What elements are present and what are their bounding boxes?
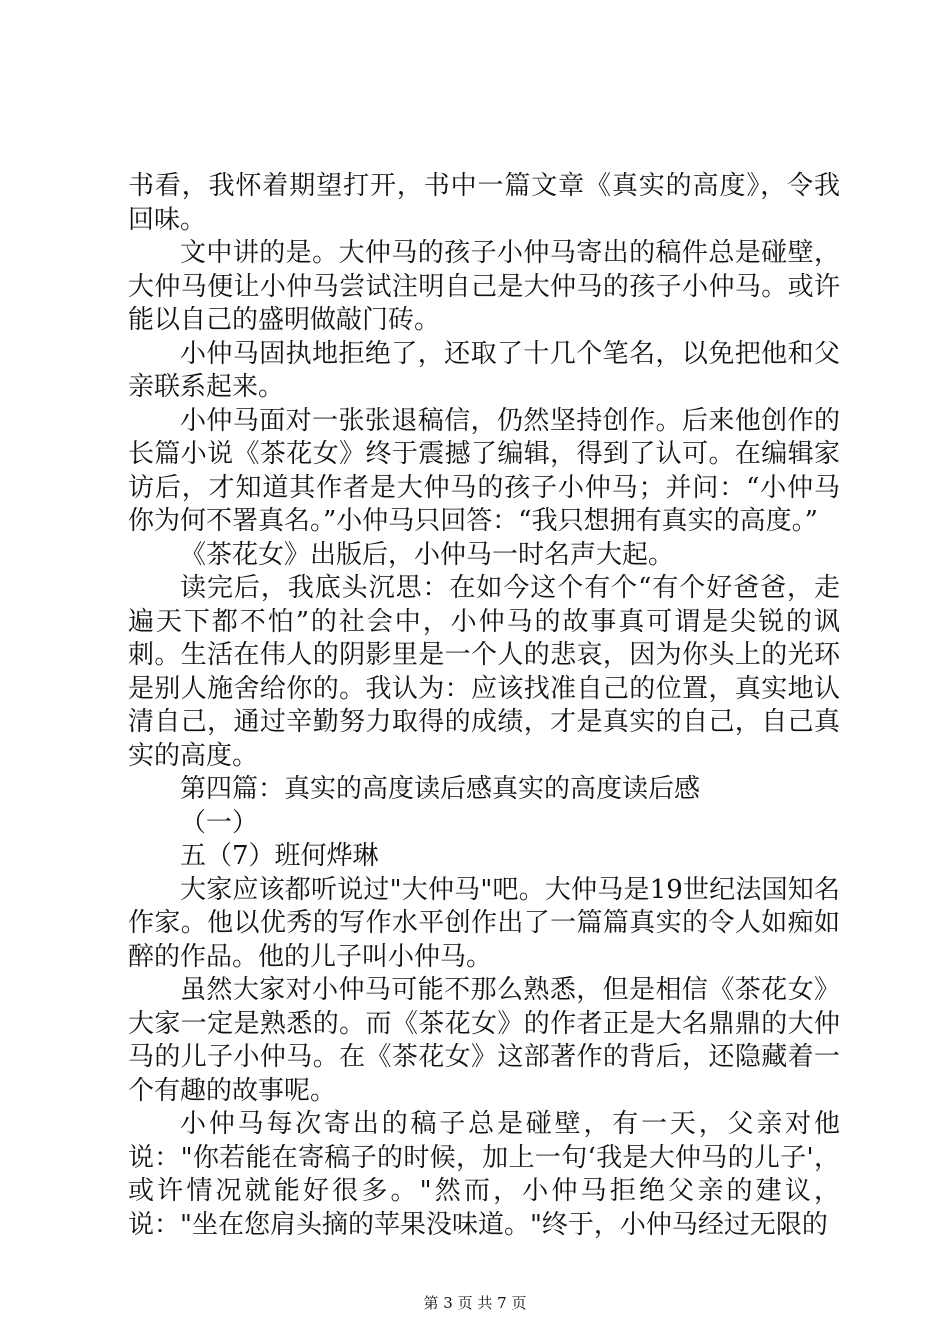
page-number-footer: 第 3 页 共 7 页 bbox=[423, 1294, 527, 1312]
paragraph: 大家应该都听说过"大仲马"吧。大仲马是19世纪法国知名作家。他以优秀的写作水平创作出了一篇篇真实的令人如痴如醉的作品。他的儿子叫小仲马。 bbox=[128, 874, 840, 972]
section-subheading: （一） bbox=[180, 807, 259, 838]
paragraph: 《茶花女》出版后，小仲马一时名声大起。 bbox=[180, 539, 675, 570]
paragraph: 小仲马每次寄出的稿子总是碰壁，有一天，父亲对他说："你若能在寄稿子的时候，加上一句‘我是大仲马的儿子'，或许情况就能好很多。"然而，小仲马拒绝父亲的建议，说："坐在您肩头摘的苹果没味道。"终于，小仲马经过无限的 bbox=[128, 1109, 840, 1240]
section-heading: 第四篇：真实的高度读后感真实的高度读后感 bbox=[180, 774, 701, 804]
paragraph: 读完后，我底头沉思：在如今这个有个“有个好爸爸，走遍天下都不怕”的社会中，小仲马的故事真可谓是尖锐的讽刺。生活在伟人的阴影里是一个人的悲哀，因为你头上的光环是别人施舍给你的。我认为：应该找准自己的位置，真实地认清自己，通过辛勤努力取得的成绩，才是真实的自己，自己真实的高度。 bbox=[128, 573, 840, 771]
paragraph: 书看，我怀着期望打开，书中一篇文章《真实的高度》，令我回味。 bbox=[128, 171, 840, 235]
paragraph: 小仲马固执地拒绝了，还取了十几个笔名，以免把他和父亲联系起来。 bbox=[128, 338, 840, 402]
document-body bbox=[128, 170, 840, 1242]
author-line: 五（7）班何烨琳 bbox=[180, 841, 379, 871]
paragraph: 文中讲的是。大仲马的孩子小仲马寄出的稿件总是碰壁，大仲马便让小仲马尝试注明自己是大仲马的孩子小仲马。或许能以自己的盛明做敲门砖。 bbox=[128, 238, 840, 335]
paragraph: 小仲马面对一张张退稿信，仍然坚持创作。后来他创作的长篇小说《茶花女》终于震撼了编辑，得到了认可。在编辑家访后，才知道其作者是大仲马的孩子小仲马；并问：“小仲马你为何不署真名。”小仲马只回答：“我只想拥有真实的高度。” bbox=[128, 405, 840, 536]
paragraph: 虽然大家对小仲马可能不那么熟悉，但是相信《茶花女》大家一定是熟悉的。而《茶花女》的作者正是大名鼎鼎的大仲马的儿子小仲马。在《茶花女》这部著作的背后，还隐藏着一个有趣的故事呢。 bbox=[128, 975, 840, 1106]
